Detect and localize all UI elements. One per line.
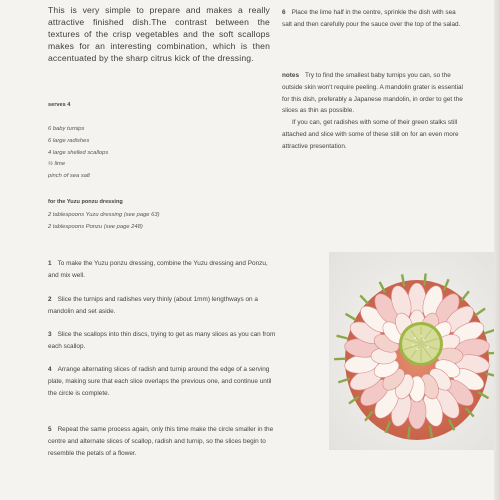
dressing-item: 2 tablespoons Yuzu dressing (see page 63): [48, 212, 160, 218]
method-step: [48, 424, 278, 459]
dressing-list: [48, 210, 160, 234]
step-text: Arrange alternating slices of radish and turnip around the edge of a serving plate, making sure that each slice overlaps the previous one, and continue until the circle is complete.: [48, 366, 272, 397]
step-number: 4: [48, 366, 52, 373]
ingredient-item: 6 large radishes: [48, 137, 90, 144]
turnip-scallop-salad-image: [329, 252, 500, 450]
step-text: Place the lime half in the centre, sprinkle the dish with sea salt and then carefully pour the sauce over the top of the salad.: [282, 9, 461, 28]
method-step: [48, 364, 278, 399]
notes-section: [282, 70, 464, 153]
step-text: Slice the scallops into thin discs, trying to get as many slices as you can from each scallop.: [48, 331, 276, 350]
notes-label: notes: [282, 72, 300, 79]
ingredients-list: [48, 124, 108, 183]
step-number: 5: [48, 426, 52, 433]
intro-paragraph: This is very simple to prepare and makes a really attractive finished dish.The contrast between the textures of the crisp vegetables and the soft scallops makes for an interesting combination, which is then accentuated by the sharp citrus kick of the dressing.: [48, 5, 270, 63]
ingredient-item: 4 large shelled scallops: [48, 149, 109, 156]
step-text: Slice the turnips and radishes very thinly (about 1mm) lengthways on a mandolin and set aside.: [48, 296, 258, 315]
step-number: 6: [282, 9, 286, 16]
dressing-item: 2 tablespoons Ponzu (see page 248): [48, 223, 143, 230]
serves-label: serves 4: [48, 102, 71, 108]
step-text: To make the Yuzu ponzu dressing, combine the Yuzu dressing and Ponzu, and mix well.: [48, 260, 268, 279]
method-step: [48, 294, 278, 318]
notes-paragraph: If you can, get radishes with some of their green stalks still attached and slice with some of these still on for an even more attractive presentation.: [282, 119, 459, 150]
step-number: 1: [48, 260, 52, 267]
step-number: 2: [48, 296, 52, 303]
notes-paragraph: Try to find the smallest baby turnips you can, so the outside skin won't require peeling. A mandolin grater is essential for this dish, preferably a Japanese mandolin, in order to get the slices as thin as possible.: [282, 72, 463, 115]
ingredient-item: pinch of sea salt: [48, 173, 90, 180]
method-step: [48, 258, 278, 282]
method-step: [282, 7, 462, 31]
step-text: Repeat the same process again, only this time make the circle smaller in the centre and alternate slices of scallop, radish and turnip, so the slices begin to resemble the petals of a flower.: [48, 426, 274, 457]
method-step: [48, 329, 278, 353]
page-gutter: [494, 0, 500, 500]
dish-photo: [329, 252, 500, 450]
ingredient-item: 6 baby turnips: [48, 126, 85, 132]
step-number: 3: [48, 331, 52, 338]
ingredient-item: ½ lime: [48, 161, 66, 168]
dressing-heading: for the Yuzu ponzu dressing: [48, 199, 123, 205]
